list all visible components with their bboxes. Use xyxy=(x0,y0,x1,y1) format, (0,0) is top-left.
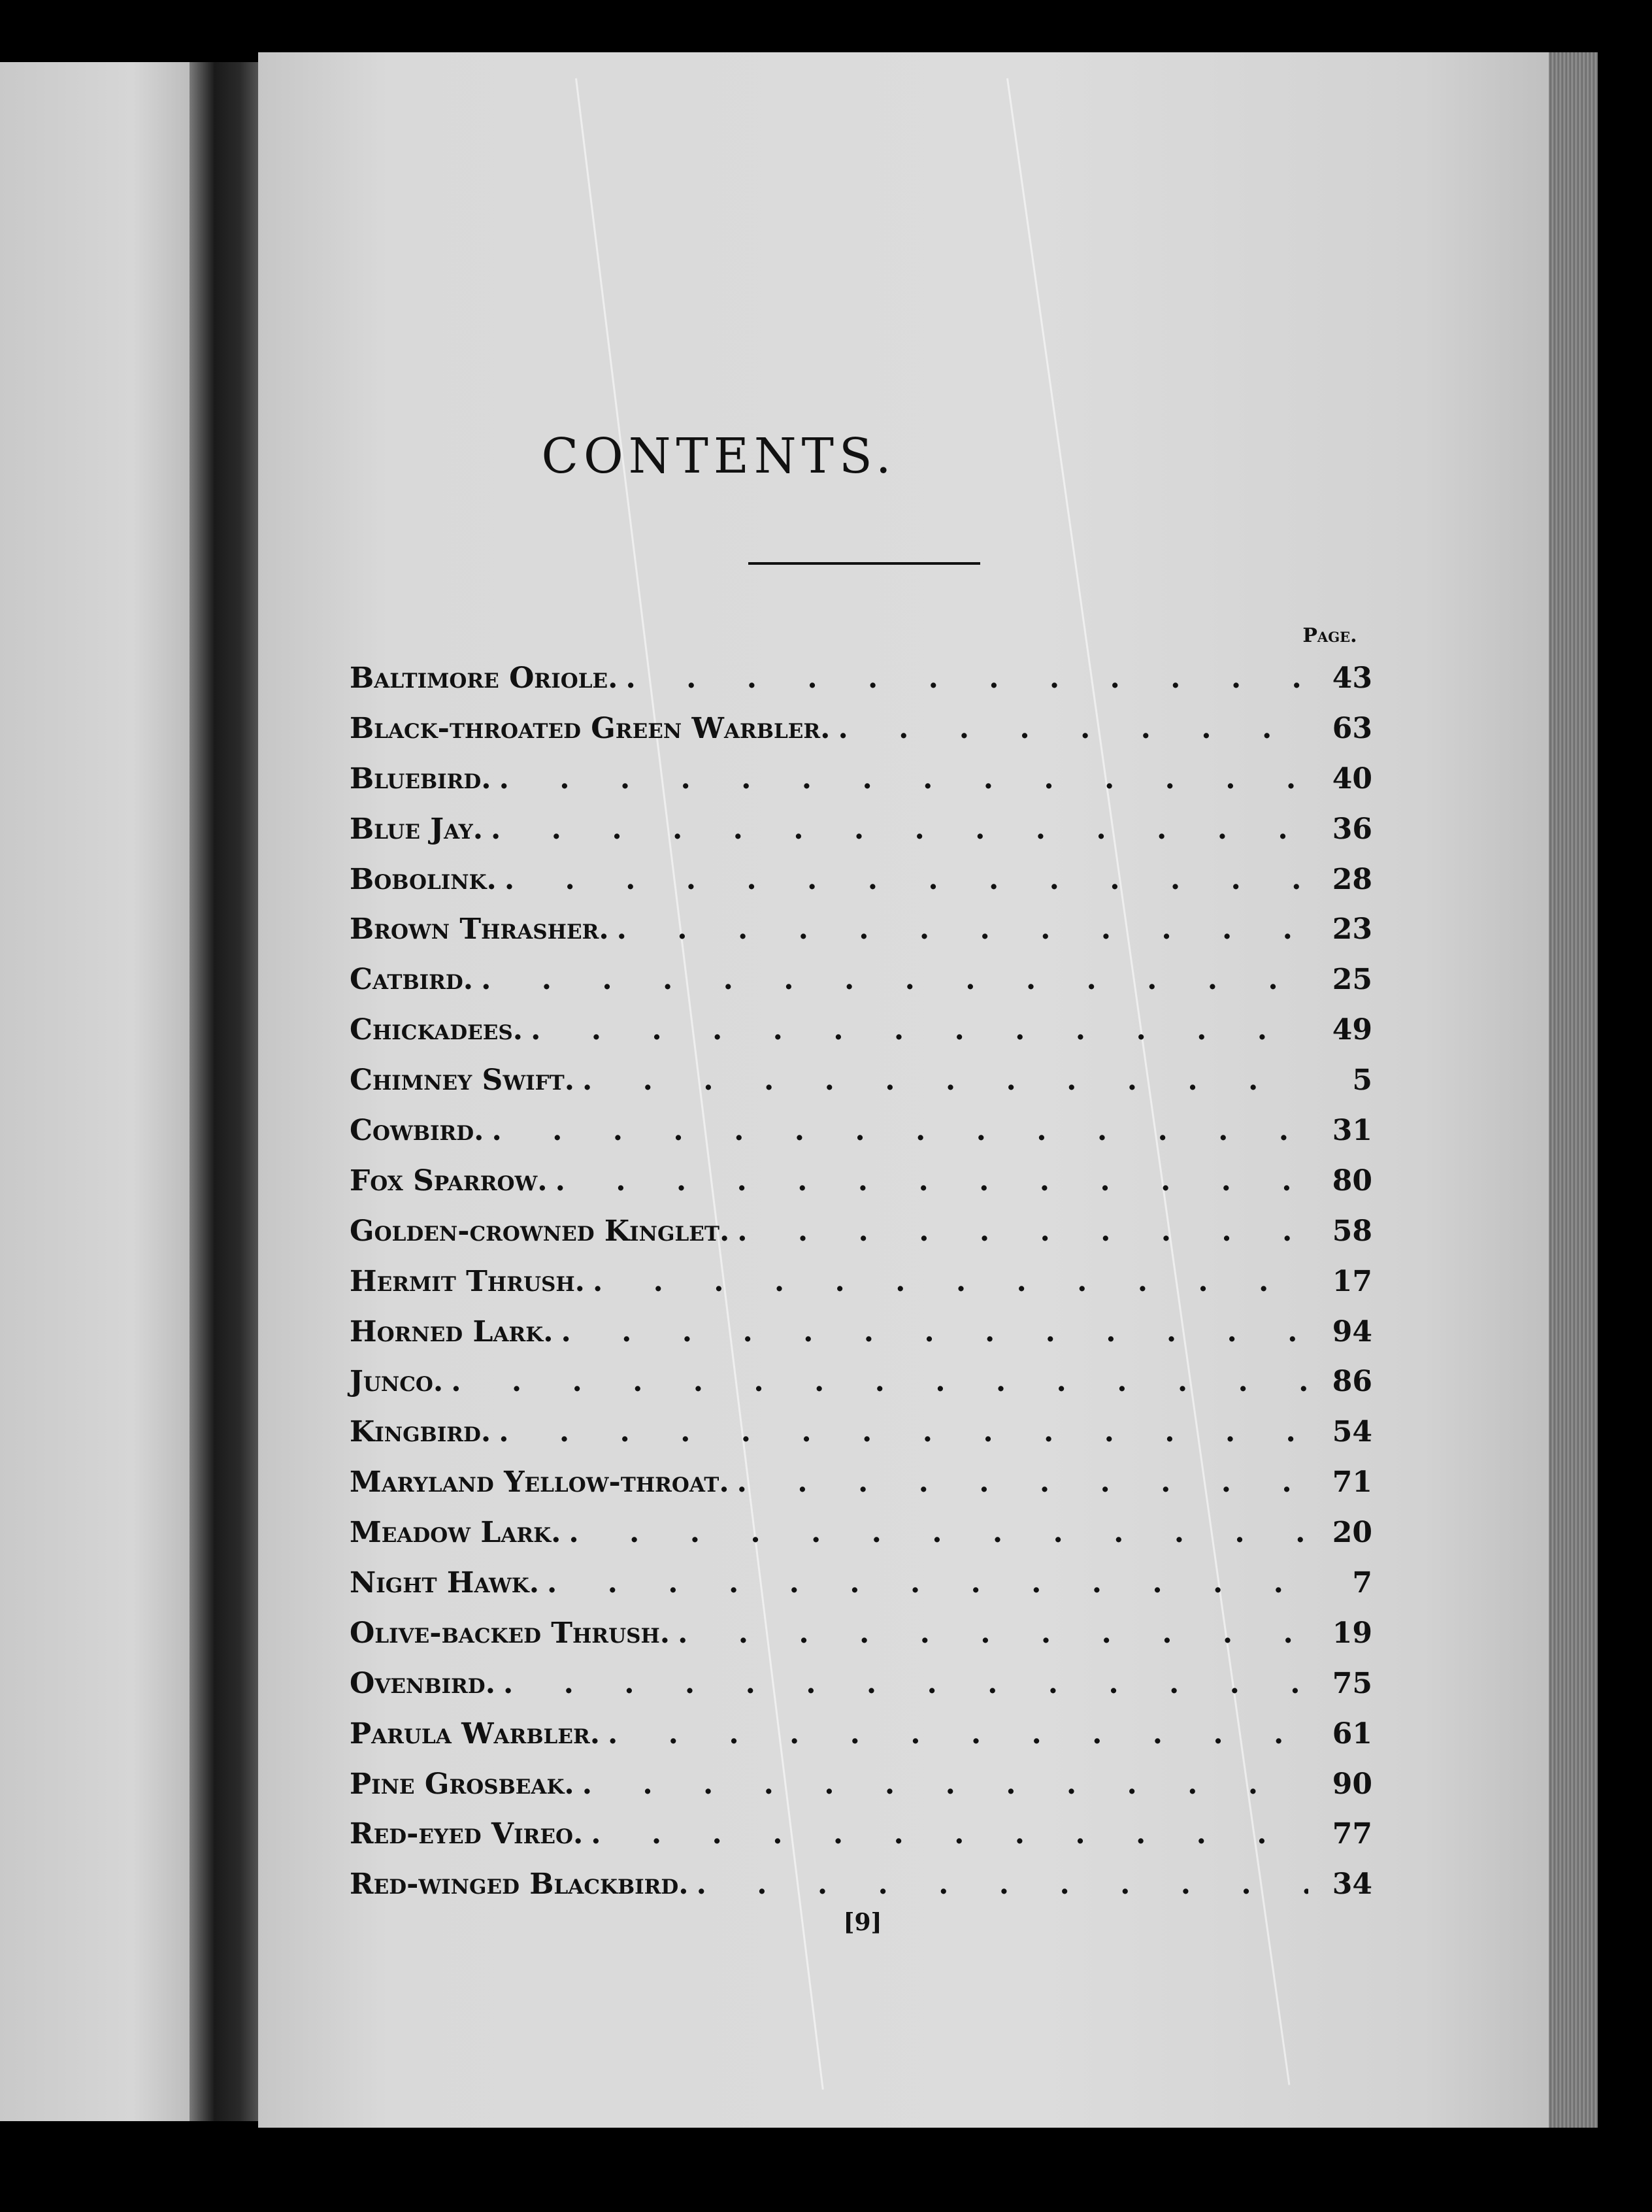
entry-title: Horned Lark. xyxy=(350,1315,553,1349)
entry-page-number: 63 xyxy=(1332,711,1372,745)
dot-leader xyxy=(481,955,1308,1005)
entry-title: Pine Grosbeak. xyxy=(350,1767,574,1801)
contents-entry xyxy=(350,1809,1372,1860)
entry-title: Night Hawk. xyxy=(350,1566,540,1600)
dot-leader xyxy=(582,1760,1308,1810)
dot-leader xyxy=(591,1809,1308,1860)
entry-title: Maryland Yellow-throat. xyxy=(350,1466,729,1500)
dot-leader xyxy=(617,905,1308,955)
page-edges xyxy=(1549,52,1598,2128)
contents-entry xyxy=(350,1558,1372,1609)
contents-entry xyxy=(350,1357,1372,1407)
facing-page xyxy=(0,62,190,2121)
contents-entry xyxy=(350,1156,1372,1207)
entry-title: Olive-backed Thrush. xyxy=(350,1616,670,1650)
entry-page-number: 25 xyxy=(1332,963,1372,997)
entry-page-number: 20 xyxy=(1332,1516,1372,1550)
entry-title: Bobolink. xyxy=(350,862,497,896)
entry-page-number: 94 xyxy=(1332,1315,1372,1349)
entry-title: Black-throated Green Warbler. xyxy=(350,711,831,745)
dot-leader xyxy=(737,1207,1308,1257)
entry-page-number: 23 xyxy=(1332,913,1372,947)
entry-page-number: 36 xyxy=(1332,812,1372,846)
entry-title: Bluebird. xyxy=(350,762,491,796)
title-rule xyxy=(748,562,980,565)
entry-page-number: 77 xyxy=(1332,1817,1372,1851)
contents-entry xyxy=(350,1106,1372,1156)
entry-page-number: 19 xyxy=(1332,1616,1372,1650)
contents-entry xyxy=(350,955,1372,1005)
entry-title: Baltimore Oriole. xyxy=(350,662,618,695)
contents-entry xyxy=(350,1307,1372,1358)
entry-page-number: 34 xyxy=(1332,1868,1372,1902)
entry-title: Fox Sparrow. xyxy=(350,1164,548,1198)
entry-page-number: 90 xyxy=(1332,1767,1372,1801)
page-title: CONTENTS. xyxy=(541,428,897,484)
dot-leader xyxy=(555,1156,1308,1207)
contents-entry xyxy=(350,1659,1372,1709)
dot-leader xyxy=(492,1106,1308,1156)
contents-entry xyxy=(350,1207,1372,1257)
dot-leader xyxy=(499,1407,1308,1458)
dot-leader xyxy=(499,754,1308,805)
entry-page-number: 40 xyxy=(1332,762,1372,796)
contents-list xyxy=(350,654,1372,1910)
entry-title: Hermit Thrush. xyxy=(350,1264,585,1298)
entry-title: Cowbird. xyxy=(350,1114,484,1148)
page-column-heading: Page. xyxy=(1302,624,1357,647)
dot-leader xyxy=(593,1257,1308,1307)
contents-entry xyxy=(350,754,1372,805)
page-number: [9] xyxy=(843,1909,882,1936)
entry-title: Chickadees. xyxy=(350,1013,523,1047)
dot-leader xyxy=(569,1508,1308,1558)
contents-entry xyxy=(350,855,1372,905)
dot-leader xyxy=(608,1709,1308,1760)
entry-page-number: 49 xyxy=(1332,1013,1372,1047)
dot-leader xyxy=(625,654,1308,704)
entry-title: Parula Warbler. xyxy=(350,1717,601,1751)
entry-title: Junco. xyxy=(350,1365,444,1399)
entry-page-number: 61 xyxy=(1332,1717,1372,1751)
dot-leader xyxy=(451,1357,1308,1407)
dot-leader xyxy=(697,1860,1308,1910)
entry-title: Ovenbird. xyxy=(350,1666,496,1700)
entry-page-number: 7 xyxy=(1352,1566,1372,1600)
entry-page-number: 17 xyxy=(1332,1264,1372,1298)
contents-entry xyxy=(350,1407,1372,1458)
dot-leader xyxy=(561,1307,1308,1358)
dot-leader xyxy=(838,704,1308,754)
entry-page-number: 75 xyxy=(1332,1666,1372,1700)
entry-title: Catbird. xyxy=(350,963,474,997)
contents-entry xyxy=(350,905,1372,955)
dot-leader xyxy=(504,855,1308,905)
dot-leader xyxy=(678,1609,1308,1659)
contents-entry xyxy=(350,1760,1372,1810)
entry-page-number: 80 xyxy=(1332,1164,1372,1198)
contents-entry xyxy=(350,1056,1372,1106)
contents-entry xyxy=(350,1508,1372,1558)
contents-entry xyxy=(350,1860,1372,1910)
entry-page-number: 58 xyxy=(1332,1214,1372,1248)
contents-entry xyxy=(350,654,1372,704)
contents-entry xyxy=(350,704,1372,754)
contents-entry xyxy=(350,1005,1372,1056)
entry-page-number: 43 xyxy=(1332,662,1372,695)
contents-entry xyxy=(350,1709,1372,1760)
contents-entry xyxy=(350,1257,1372,1307)
dot-leader xyxy=(737,1458,1308,1508)
entry-page-number: 54 xyxy=(1332,1415,1372,1449)
entry-title: Chimney Swift. xyxy=(350,1064,575,1098)
entry-page-number: 86 xyxy=(1332,1365,1372,1399)
contents-entry xyxy=(350,1458,1372,1508)
entry-page-number: 31 xyxy=(1332,1114,1372,1148)
dot-leader xyxy=(547,1558,1308,1609)
entry-title: Meadow Lark. xyxy=(350,1516,561,1550)
book-gutter xyxy=(190,62,261,2121)
contents-entry xyxy=(350,1609,1372,1659)
entry-title: Kingbird. xyxy=(350,1415,491,1449)
dot-leader xyxy=(503,1659,1308,1709)
dot-leader xyxy=(582,1056,1308,1106)
dot-leader xyxy=(531,1005,1308,1056)
entry-page-number: 71 xyxy=(1332,1466,1372,1500)
entry-title: Blue Jay. xyxy=(350,812,484,846)
dot-leader xyxy=(491,805,1308,855)
contents-entry xyxy=(350,805,1372,855)
entry-title: Red-eyed Vireo. xyxy=(350,1817,584,1851)
entry-title: Red-winged Blackbird. xyxy=(350,1868,689,1902)
entry-title: Brown Thrasher. xyxy=(350,913,609,947)
entry-page-number: 5 xyxy=(1352,1064,1372,1098)
entry-title: Golden-crowned Kinglet. xyxy=(350,1214,730,1248)
entry-page-number: 28 xyxy=(1332,862,1372,896)
